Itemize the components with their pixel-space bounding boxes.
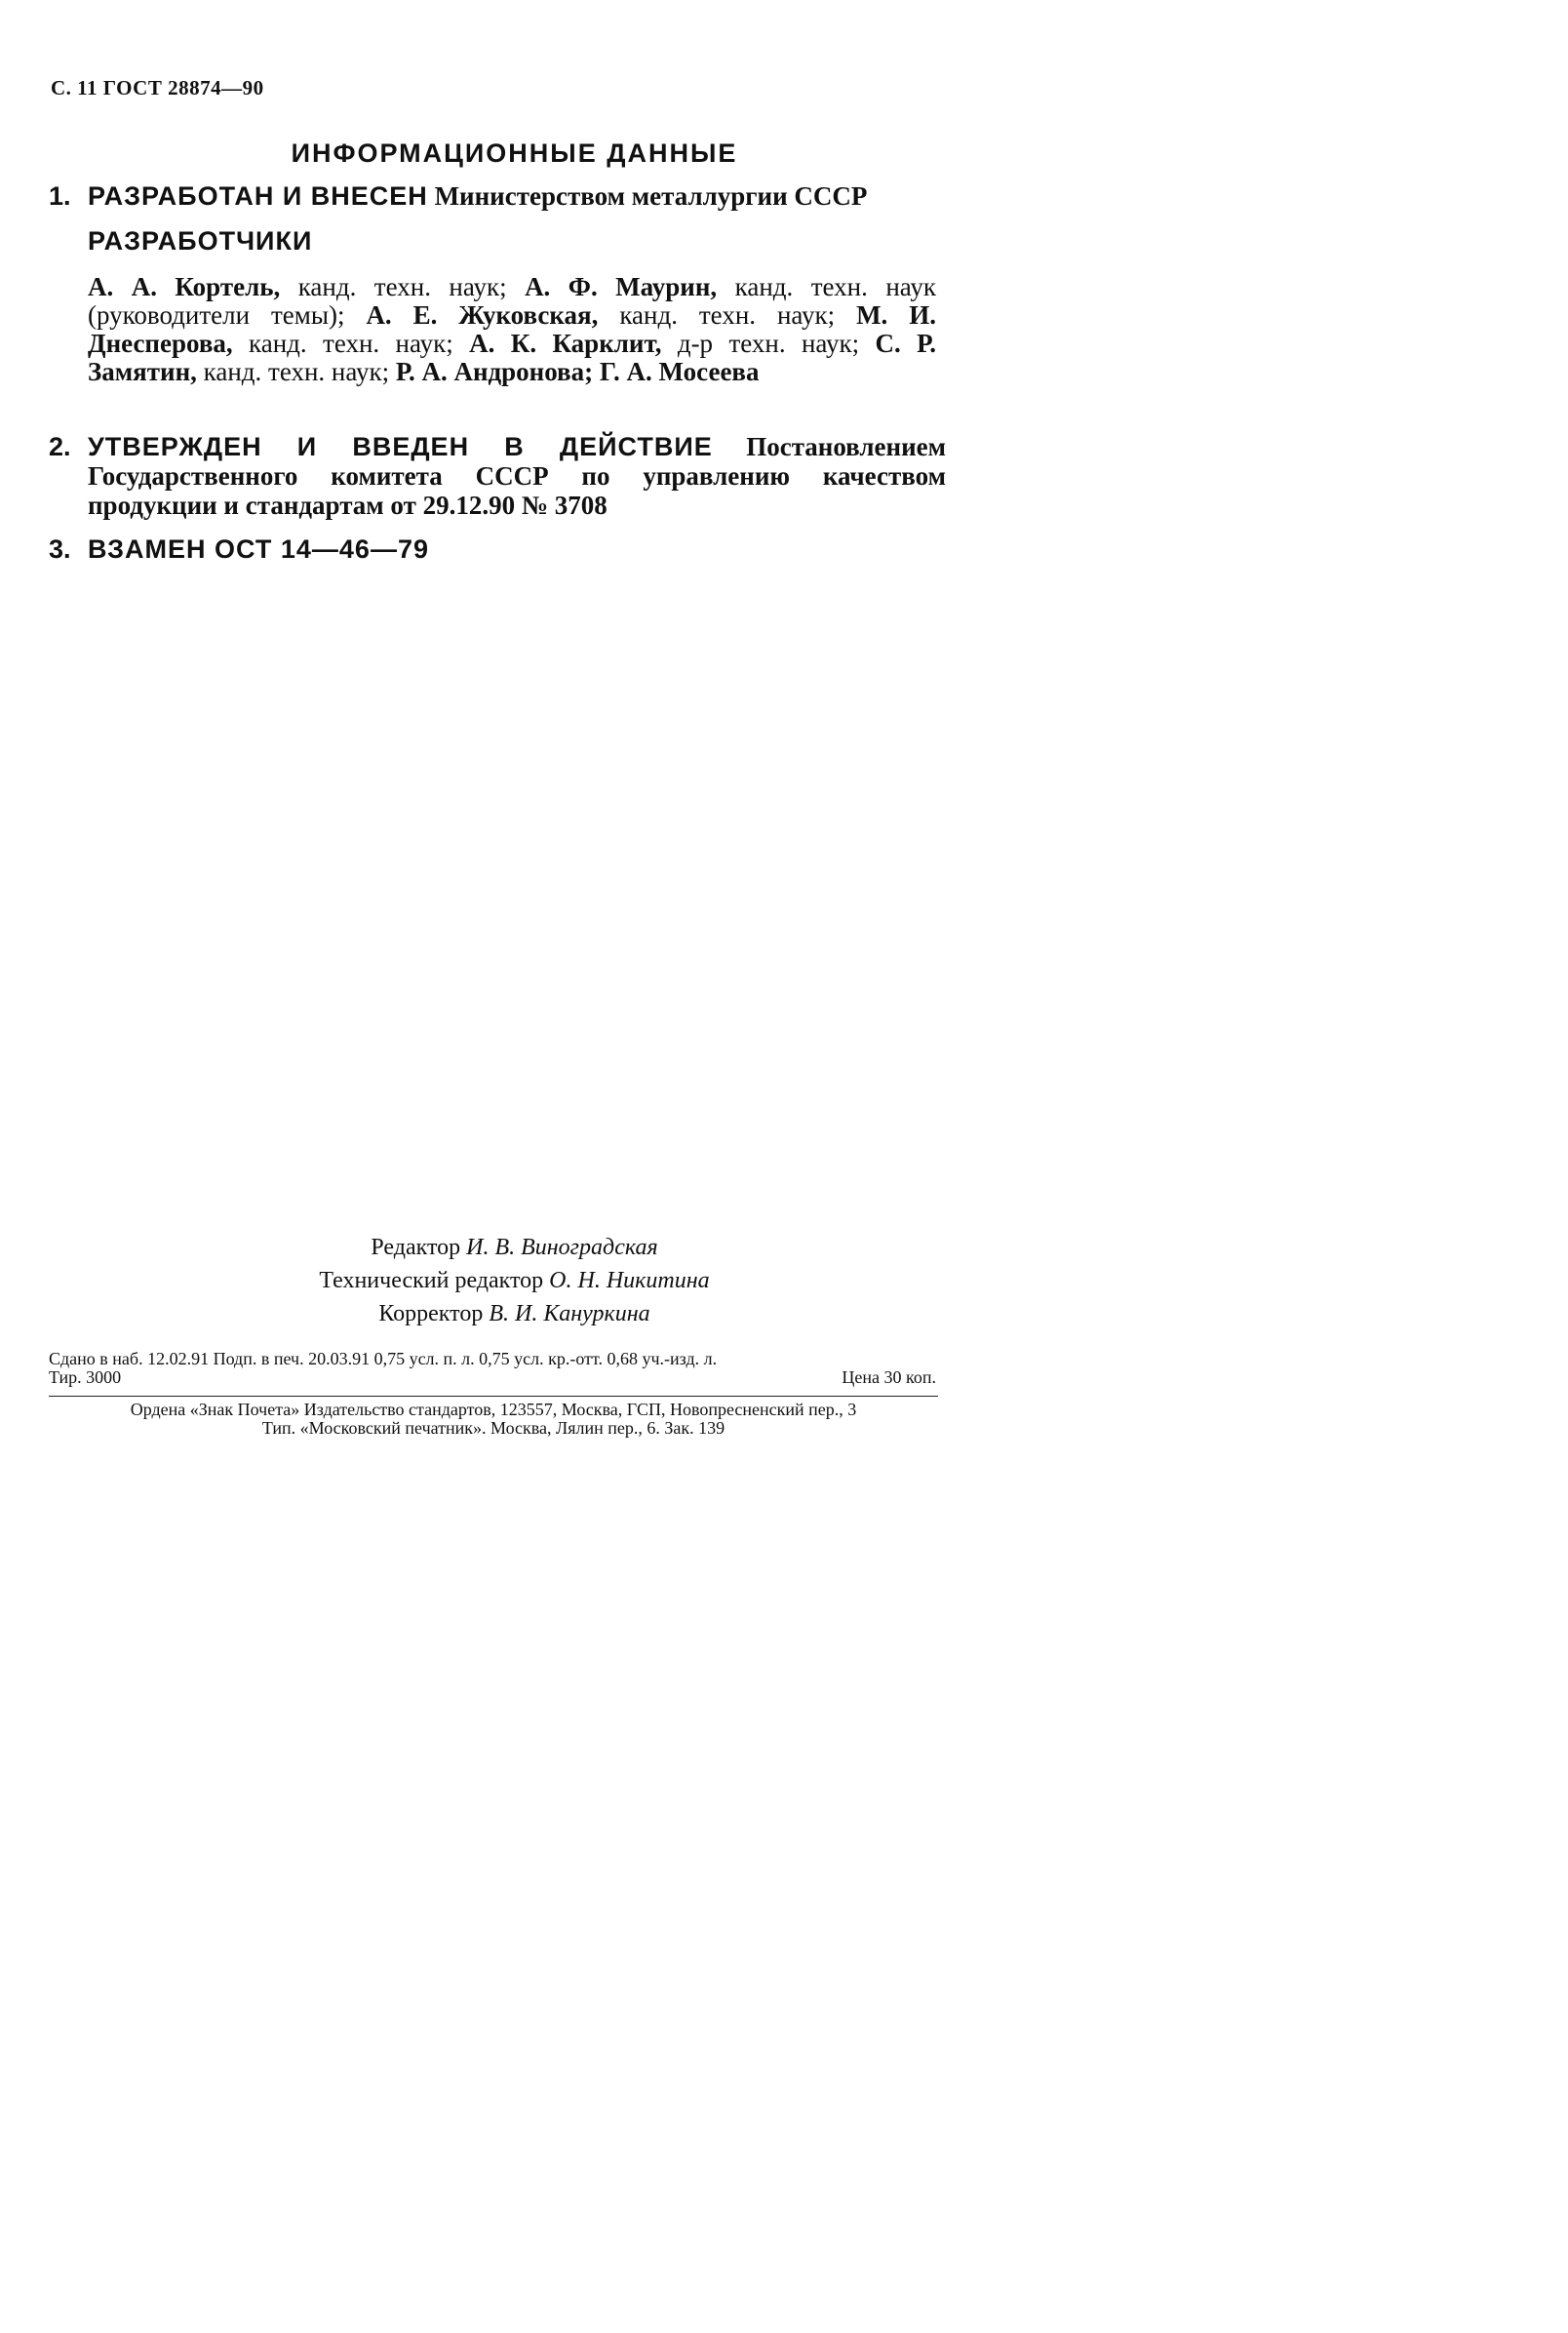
developer-name: А. Е. Жуковская, — [366, 300, 599, 330]
item-text: Постановлением Государственного комитета СССР по управлению качеством продукции и стандартам от 29.12.90 № 3708 — [88, 432, 947, 520]
document-page — [0, 0, 1029, 1530]
developer-name: С. Р. Замятин, — [88, 329, 937, 386]
corrector-name: В. И. Кануркина — [489, 1301, 650, 1326]
item-number: 3. — [49, 534, 71, 564]
editor-line — [0, 1231, 1029, 1264]
editor-name: И. В. Виноградская — [466, 1235, 658, 1260]
developer-role — [593, 357, 600, 386]
developer-role: д-р техн. наук; — [661, 329, 876, 358]
developer-name: М. И. Днесперова, — [88, 300, 936, 358]
item-text: Министерством металлургии СССР — [434, 181, 868, 211]
developer-role: канд. техн. наук (руководители темы); — [88, 272, 937, 330]
developers-list — [88, 273, 936, 386]
corrector-label: Корректор — [378, 1301, 484, 1326]
developer-role: канд. техн. наук; — [598, 300, 857, 330]
imprint-line: Сдано в наб. 12.02.91 Подп. в печ. 20.03.91 0,75 усл. п. л. 0,75 усл. кр.-отт. 0,68 уч.-изд. л. — [49, 1349, 718, 1368]
developers-heading: РАЗРАБОТЧИКИ — [88, 226, 313, 256]
imprint-block — [49, 1350, 936, 1387]
divider — [49, 1396, 938, 1397]
developer-name: А. Ф. Маурин, — [525, 272, 718, 301]
tech-editor-line — [0, 1264, 1029, 1297]
item-number: 2. — [49, 432, 71, 461]
corrector-line — [0, 1297, 1029, 1330]
developer-role: канд. техн. наук; — [196, 357, 396, 386]
page-title: ИНФОРМАЦИОННЫЕ ДАННЫЕ — [291, 138, 738, 168]
developer-role: канд. техн. наук; — [232, 329, 470, 358]
item-heading: ВЗАМЕН ОСТ 14—46—79 — [88, 534, 429, 564]
price: Цена 30 коп. — [842, 1367, 936, 1387]
developer-name: Р. А. Андронова; — [395, 357, 594, 386]
tech-editor-label: Технический редактор — [319, 1268, 544, 1293]
credits-block — [0, 1231, 1029, 1330]
developer-role: канд. техн. наук; — [280, 272, 526, 301]
circulation: Тир. 3000 — [49, 1367, 122, 1387]
item-heading: РАЗРАБОТАН И ВНЕСЕН — [88, 181, 428, 211]
running-head: С. 11 ГОСТ 28874—90 — [51, 76, 264, 99]
developer-name: А. А. Кортель, — [88, 272, 281, 301]
tech-editor-name: О. Н. Никитина — [549, 1268, 710, 1293]
item-heading: УТВЕРЖДЕН И ВВЕДЕН В ДЕЙСТВИЕ — [88, 432, 713, 461]
item-number: 1. — [49, 181, 71, 211]
editor-label: Редактор — [371, 1235, 461, 1260]
publisher-footer — [49, 1401, 938, 1438]
printer-line: Тип. «Московский печатник». Москва, Лялин пер., 6. Зак. 139 — [261, 1418, 725, 1438]
publisher-line: Ордена «Знак Почета» Издательство стандартов, 123557, Москва, ГСП, Новопресненский пер., 3 — [130, 1400, 857, 1419]
developer-name: Г. А. Мосеева — [599, 357, 760, 386]
developer-name: А. К. Карклит, — [469, 329, 662, 358]
